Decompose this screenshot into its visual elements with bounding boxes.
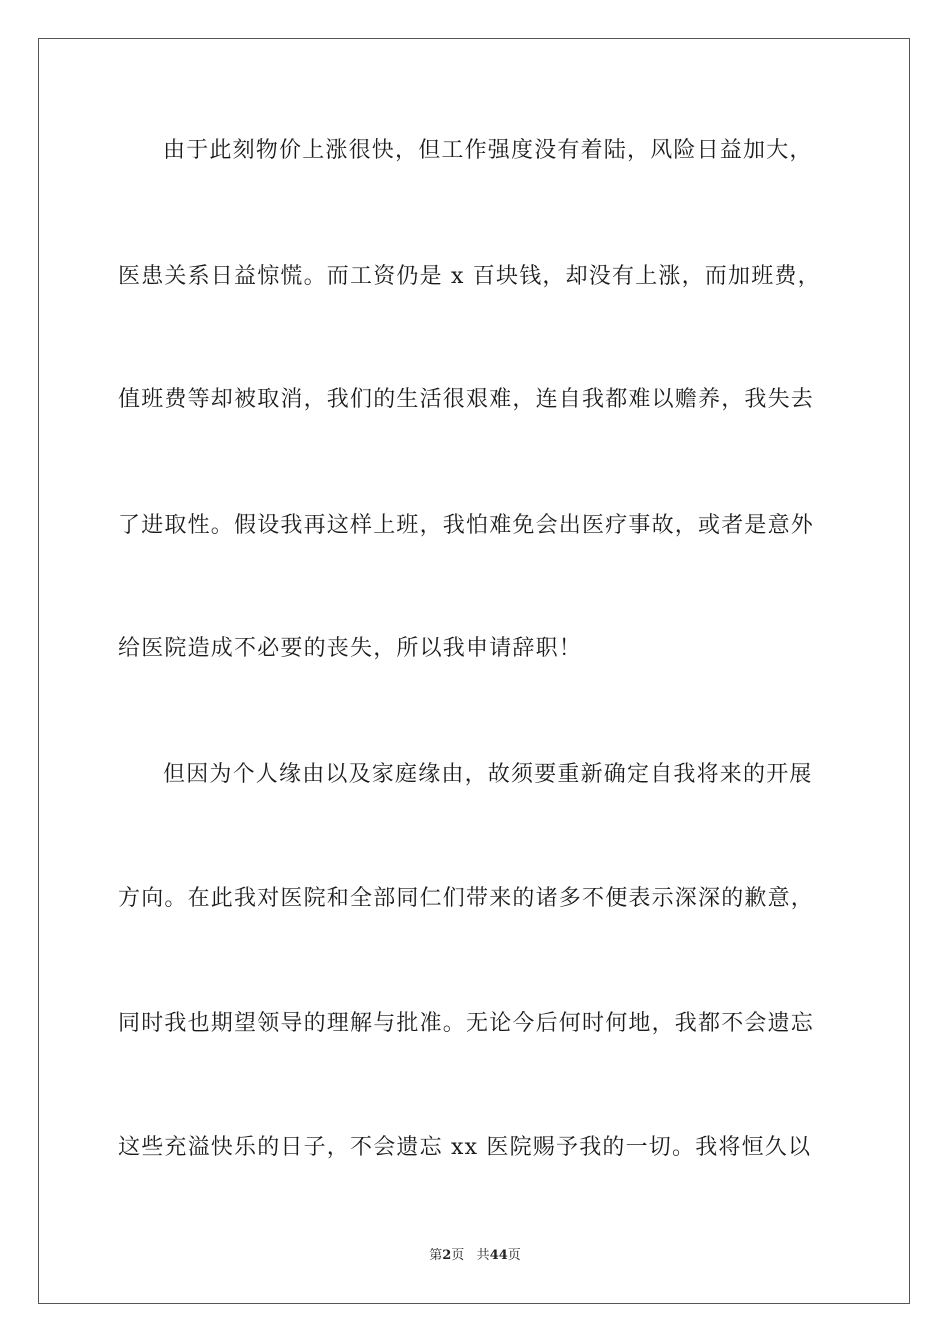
paragraph-line: 了进取性。假设我再这样上班，我怕难免会出医疗事故，或者是意外 [118,513,815,538]
paragraph-line: 但因为个人缘由以及家庭缘由，故须要重新确定自我将来的开展 [163,762,813,787]
page-suffix: 页 [451,1248,465,1263]
paragraph-line: 值班费等却被取消，我们的生活很艰难，连自我都难以赡养，我失去 [118,387,815,412]
paragraph-line: 方向。在此我对医院和全部同仁们带来的诸多不便表示深深的歉意， [118,886,815,911]
paragraph-line: 由于此刻物价上涨很快，但工作强度没有着陆，风险日益加大， [163,138,813,163]
page-footer [0,1247,950,1265]
page-prefix: 第 [429,1248,443,1263]
total-prefix: 共 [476,1248,490,1263]
paragraph-line: 医患关系日益惊慌。而工资仍是 x 百块钱，却没有上涨，而加班费， [118,264,821,289]
page-border [38,38,910,1304]
paragraph-line: 这些充溢快乐的日子，不会遗忘 xx 医院赐予我的一切。我将恒久以 [118,1135,812,1160]
paragraph-line: 同时我也期望领导的理解与批准。无论今后何时何地，我都不会遗忘 [118,1011,815,1036]
total-suffix: 页 [507,1248,521,1263]
page-number: 2 [442,1248,452,1263]
total-pages: 44 [489,1248,508,1263]
paragraph-line: 给医院造成不必要的丧失，所以我申请辞职！ [118,636,583,661]
